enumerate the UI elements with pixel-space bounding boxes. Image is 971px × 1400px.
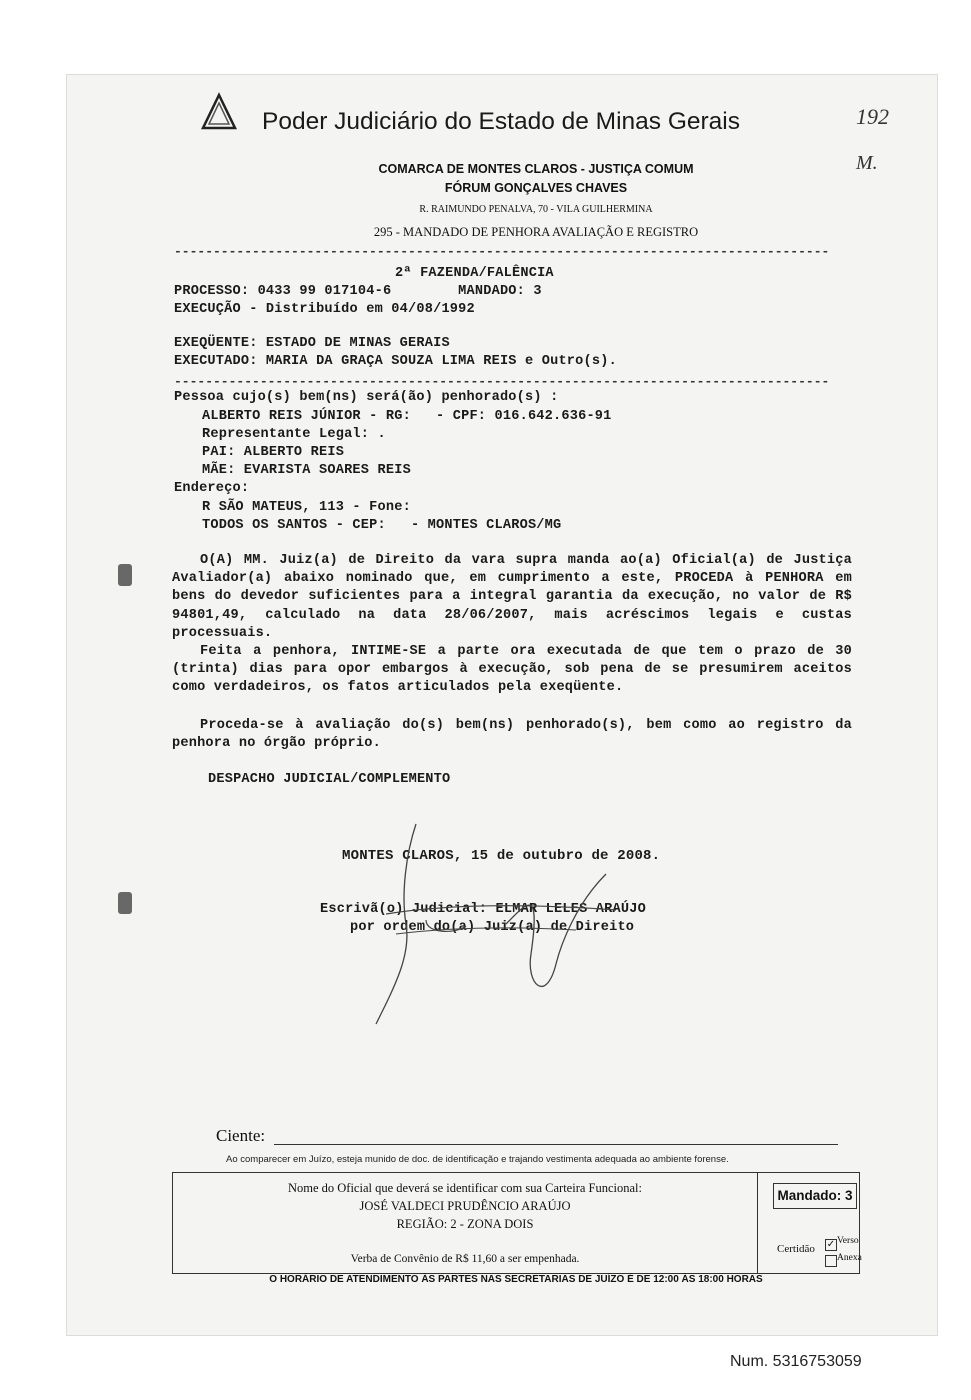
punch-hole bbox=[118, 564, 132, 586]
triangle-logo-icon bbox=[201, 92, 237, 132]
vara: 2ª FAZENDA/FALÊNCIA bbox=[395, 266, 554, 281]
city-line: TODOS OS SANTOS - CEP: - MONTES CLAROS/MG bbox=[202, 518, 562, 533]
mae-line: MÃE: EVARISTA SOARES REIS bbox=[202, 463, 411, 478]
verba-text: Verba de Convênio de R$ 11,60 a ser empenhada. bbox=[350, 1253, 580, 1265]
divider: ------------------------------------------------------------------------------------ bbox=[174, 374, 830, 389]
oficial-intro: Nome do Oficial que deverá se identificar com sua Carteira Funcional: bbox=[287, 1181, 643, 1195]
anexa-label: Anexa bbox=[837, 1253, 862, 1263]
ciente-signature-line bbox=[274, 1144, 838, 1145]
handwritten-signature bbox=[356, 814, 656, 1034]
pessoa-intro: Pessoa cujo(s) bem(ns) será(ão) penhorado(s) : bbox=[174, 390, 559, 405]
box-divider bbox=[757, 1173, 758, 1273]
por-ordem-line: por ordem do(a) Juiz(a) de Direito bbox=[350, 920, 635, 935]
executado-line: EXECUTADO: MARIA DA GRAÇA SOUZA LIMA REIS e Outro(s). bbox=[174, 354, 617, 369]
escrivao-line: Escrivã(o) Judicial: ELMAR LELES ARAÚJO bbox=[320, 902, 646, 917]
horario-text: O HORÁRIO DE ATENDIMENTO ÀS PARTES NAS SECRETARIAS DE JUÍZO É DE 12:00 ÀS 18:00 HORAS bbox=[269, 1274, 763, 1285]
paragraph-order: O(A) MM. Juiz(a) de Direito da vara supra manda ao(a) Oficial(a) de Justiça Avaliador(a) abaixo nominado que, em cumprimento a este, PROCEDA à PENHORA em bens do devedor suficientes para a integral garantia da execução, no valor de R$ 94801,49, calculado na data 28/06/2007, mais acréscimos legais e custas processuais. bbox=[172, 553, 852, 641]
document-type: 295 - MANDADO DE PENHORA AVALIAÇÃO E REGISTRO bbox=[373, 225, 699, 239]
forum-address: R. RAIMUNDO PENALVA, 70 - VILA GUILHERMINA bbox=[419, 204, 653, 215]
document-number: Num. 5316753059 bbox=[730, 1353, 862, 1370]
page-mark: 192 bbox=[856, 104, 889, 129]
oficial-box bbox=[172, 1172, 860, 1274]
representante-legal: Representante Legal: . bbox=[202, 427, 386, 442]
regiao: REGIÃO: 2 - ZONA DOIS bbox=[396, 1217, 534, 1231]
verso-checkbox[interactable]: ✓ bbox=[826, 1239, 836, 1250]
paragraph-avaliacao: Proceda-se à avaliação do(s) bem(ns) penhorado(s), bem como ao registro da penhora no órgão próprio. bbox=[172, 718, 852, 752]
execucao-line: EXECUÇÃO - Distribuído em 04/08/1992 bbox=[174, 302, 475, 317]
anexa-checkbox[interactable] bbox=[825, 1255, 837, 1267]
verso-label: Verso bbox=[837, 1236, 859, 1246]
punch-hole bbox=[118, 892, 132, 914]
certidao-label: Certidão bbox=[777, 1243, 815, 1255]
pessoa-name: ALBERTO REIS JÚNIOR - RG: - CPF: 016.642.636-91 bbox=[202, 409, 612, 424]
ciente-label: Ciente: bbox=[216, 1126, 266, 1145]
endereco-label: Endereço: bbox=[174, 481, 250, 496]
place-date: MONTES CLAROS, 15 de outubro de 2008. bbox=[342, 848, 661, 864]
org-name: Poder Judiciário do Estado de Minas Gerais bbox=[262, 108, 741, 135]
initials: M. bbox=[856, 152, 878, 174]
scanned-page bbox=[66, 74, 938, 1336]
pai-line: PAI: ALBERTO REIS bbox=[202, 445, 345, 460]
forum-title: FÓRUM GONÇALVES CHAVES bbox=[444, 181, 628, 195]
exequente-line: EXEQÜENTE: ESTADO DE MINAS GERAIS bbox=[174, 336, 450, 351]
comarca-title: COMARCA DE MONTES CLAROS - JUSTIÇA COMUM bbox=[378, 162, 694, 176]
street-line: R SÃO MATEUS, 113 - Fone: bbox=[202, 500, 411, 515]
oficial-name: JOSÉ VALDECI PRUDÊNCIO ARAÚJO bbox=[359, 1199, 571, 1213]
mandado-box: Mandado: 3 bbox=[773, 1183, 857, 1209]
paragraph-intimacao: Feita a penhora, INTIME-SE a parte ora executada de que tem o prazo de 30 (trinta) dias para opor embargos à execução, sob pena de se presumirem aceitos como verdadeiros, os fatos articulados pela exeqüente. bbox=[172, 644, 852, 696]
despacho-label: DESPACHO JUDICIAL/COMPLEMENTO bbox=[208, 772, 451, 787]
processo-line: PROCESSO: 0433 99 017104-6 MANDADO: 3 bbox=[174, 284, 542, 299]
divider: ------------------------------------------------------------------------------------ bbox=[174, 244, 830, 259]
notice-text: Ao comparecer em Juízo, esteja munido de doc. de identificação e trajando vestimenta adequada ao ambiente forense. bbox=[226, 1154, 729, 1165]
